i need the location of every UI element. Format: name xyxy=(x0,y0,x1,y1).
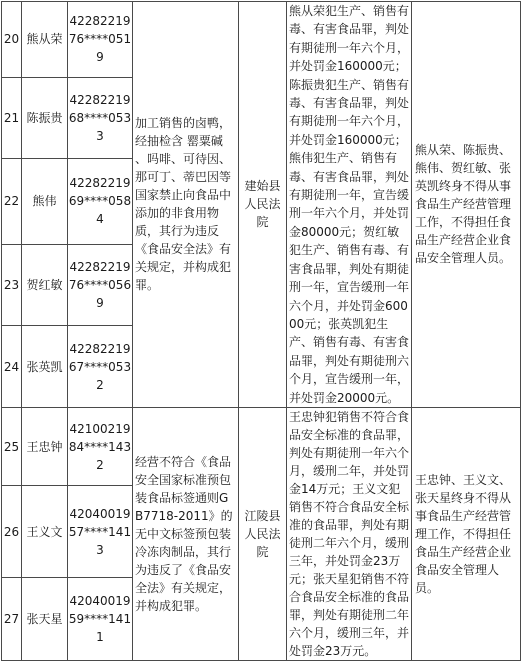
row-number: 26 xyxy=(2,486,22,578)
person-name: 贺红敏 xyxy=(22,244,68,326)
violation-facts: 经营不符合《食品安全国家标准预包装食品标签通则GB7718-2011》的无中文标签预包装冷冻肉制品，其行为违反了《食品安全法》有关规定，并构成犯罪。 xyxy=(133,407,239,660)
row-number: 22 xyxy=(2,159,22,244)
person-name: 熊伟 xyxy=(22,159,68,244)
id-number: 4228221976****0519 xyxy=(68,2,133,78)
verdict-text: 熊从荣犯生产、销售有毒、有害食品罪，判处有期徒刑一年六个月，并处罚金160000元；陈振贵犯生产、销售有毒、有害食品罪，判处有期徒刑一年六个月，并处罚金160000元；熊伟犯生产、销售有毒、有害食品罪，判处有期徒刑一年，宣告缓刑一年六个月，并处罚金80000元；贺红敏犯生产、销售有毒、有害食品罪，判处有期徒刑一年，宣告缓刑一年六个月，并处罚金60000元；张英凯犯生产、销售有毒、有害食品罪，判处有期徒刑六个月，宣告缓刑一年，并处罚金20000元。 xyxy=(287,2,412,408)
id-number: 4228221976****0569 xyxy=(68,244,133,326)
row-number: 27 xyxy=(2,578,22,661)
id-number: 4210021984****1432 xyxy=(68,407,133,485)
id-number: 4204001957****1413 xyxy=(68,486,133,578)
id-number: 4228221969****0584 xyxy=(68,159,133,244)
person-name: 陈振贵 xyxy=(22,77,68,159)
person-name: 王忠钟 xyxy=(22,407,68,485)
ban-text: 熊从荣、陈振贵、熊伟、贺红敏、张英凯终身不得从事食品生产经营管理工作，不得担任食品生产经营企业食品安全管理人员。 xyxy=(412,2,521,408)
row-number: 23 xyxy=(2,244,22,326)
id-number: 4228221967****0532 xyxy=(68,326,133,408)
id-number: 4228221968****0533 xyxy=(68,77,133,159)
court-name: 建始县人民法院 xyxy=(239,2,287,408)
person-name: 熊从荣 xyxy=(22,2,68,78)
person-name: 王义文 xyxy=(22,486,68,578)
verdict-text: 王忠钟犯销售不符合食品安全标准的食品罪，判处有期徒刑一年六个月，缓刑二年，并处罚金14万元；王义文犯销售不符合食品安全标准的食品罪，判处有期徒刑二年六个月，缓刑三年，并处罚金23万元；张天星犯销售不符合食品安全标准的食品罪，判处有期徒刑二年六个月，缓刑三年，并处罚金23万元。 xyxy=(287,407,412,660)
table-row xyxy=(2,407,521,485)
person-name: 张天星 xyxy=(22,578,68,661)
court-name: 江陵县人民法院 xyxy=(239,407,287,660)
table-row xyxy=(2,2,521,78)
penalty-table xyxy=(1,1,521,661)
row-number: 21 xyxy=(2,77,22,159)
violation-facts: 加工销售的卤鸭，经抽检含 罂粟碱 、吗啡、可待因、那可丁、蒂巴因等国家禁止向食品中添加的非食用物质，其行为违反《食品安全法》有关规定，并构成犯罪。 xyxy=(133,2,239,408)
row-number: 25 xyxy=(2,407,22,485)
ban-text: 王忠钟、王义文、张天星终身不得从事食品生产经营管理工作，不得担任食品生产经营企业食品安全管理人员。 xyxy=(412,407,521,660)
person-name: 张英凯 xyxy=(22,326,68,408)
row-number: 20 xyxy=(2,2,22,78)
id-number: 4204001959****1411 xyxy=(68,578,133,661)
row-number: 24 xyxy=(2,326,22,408)
